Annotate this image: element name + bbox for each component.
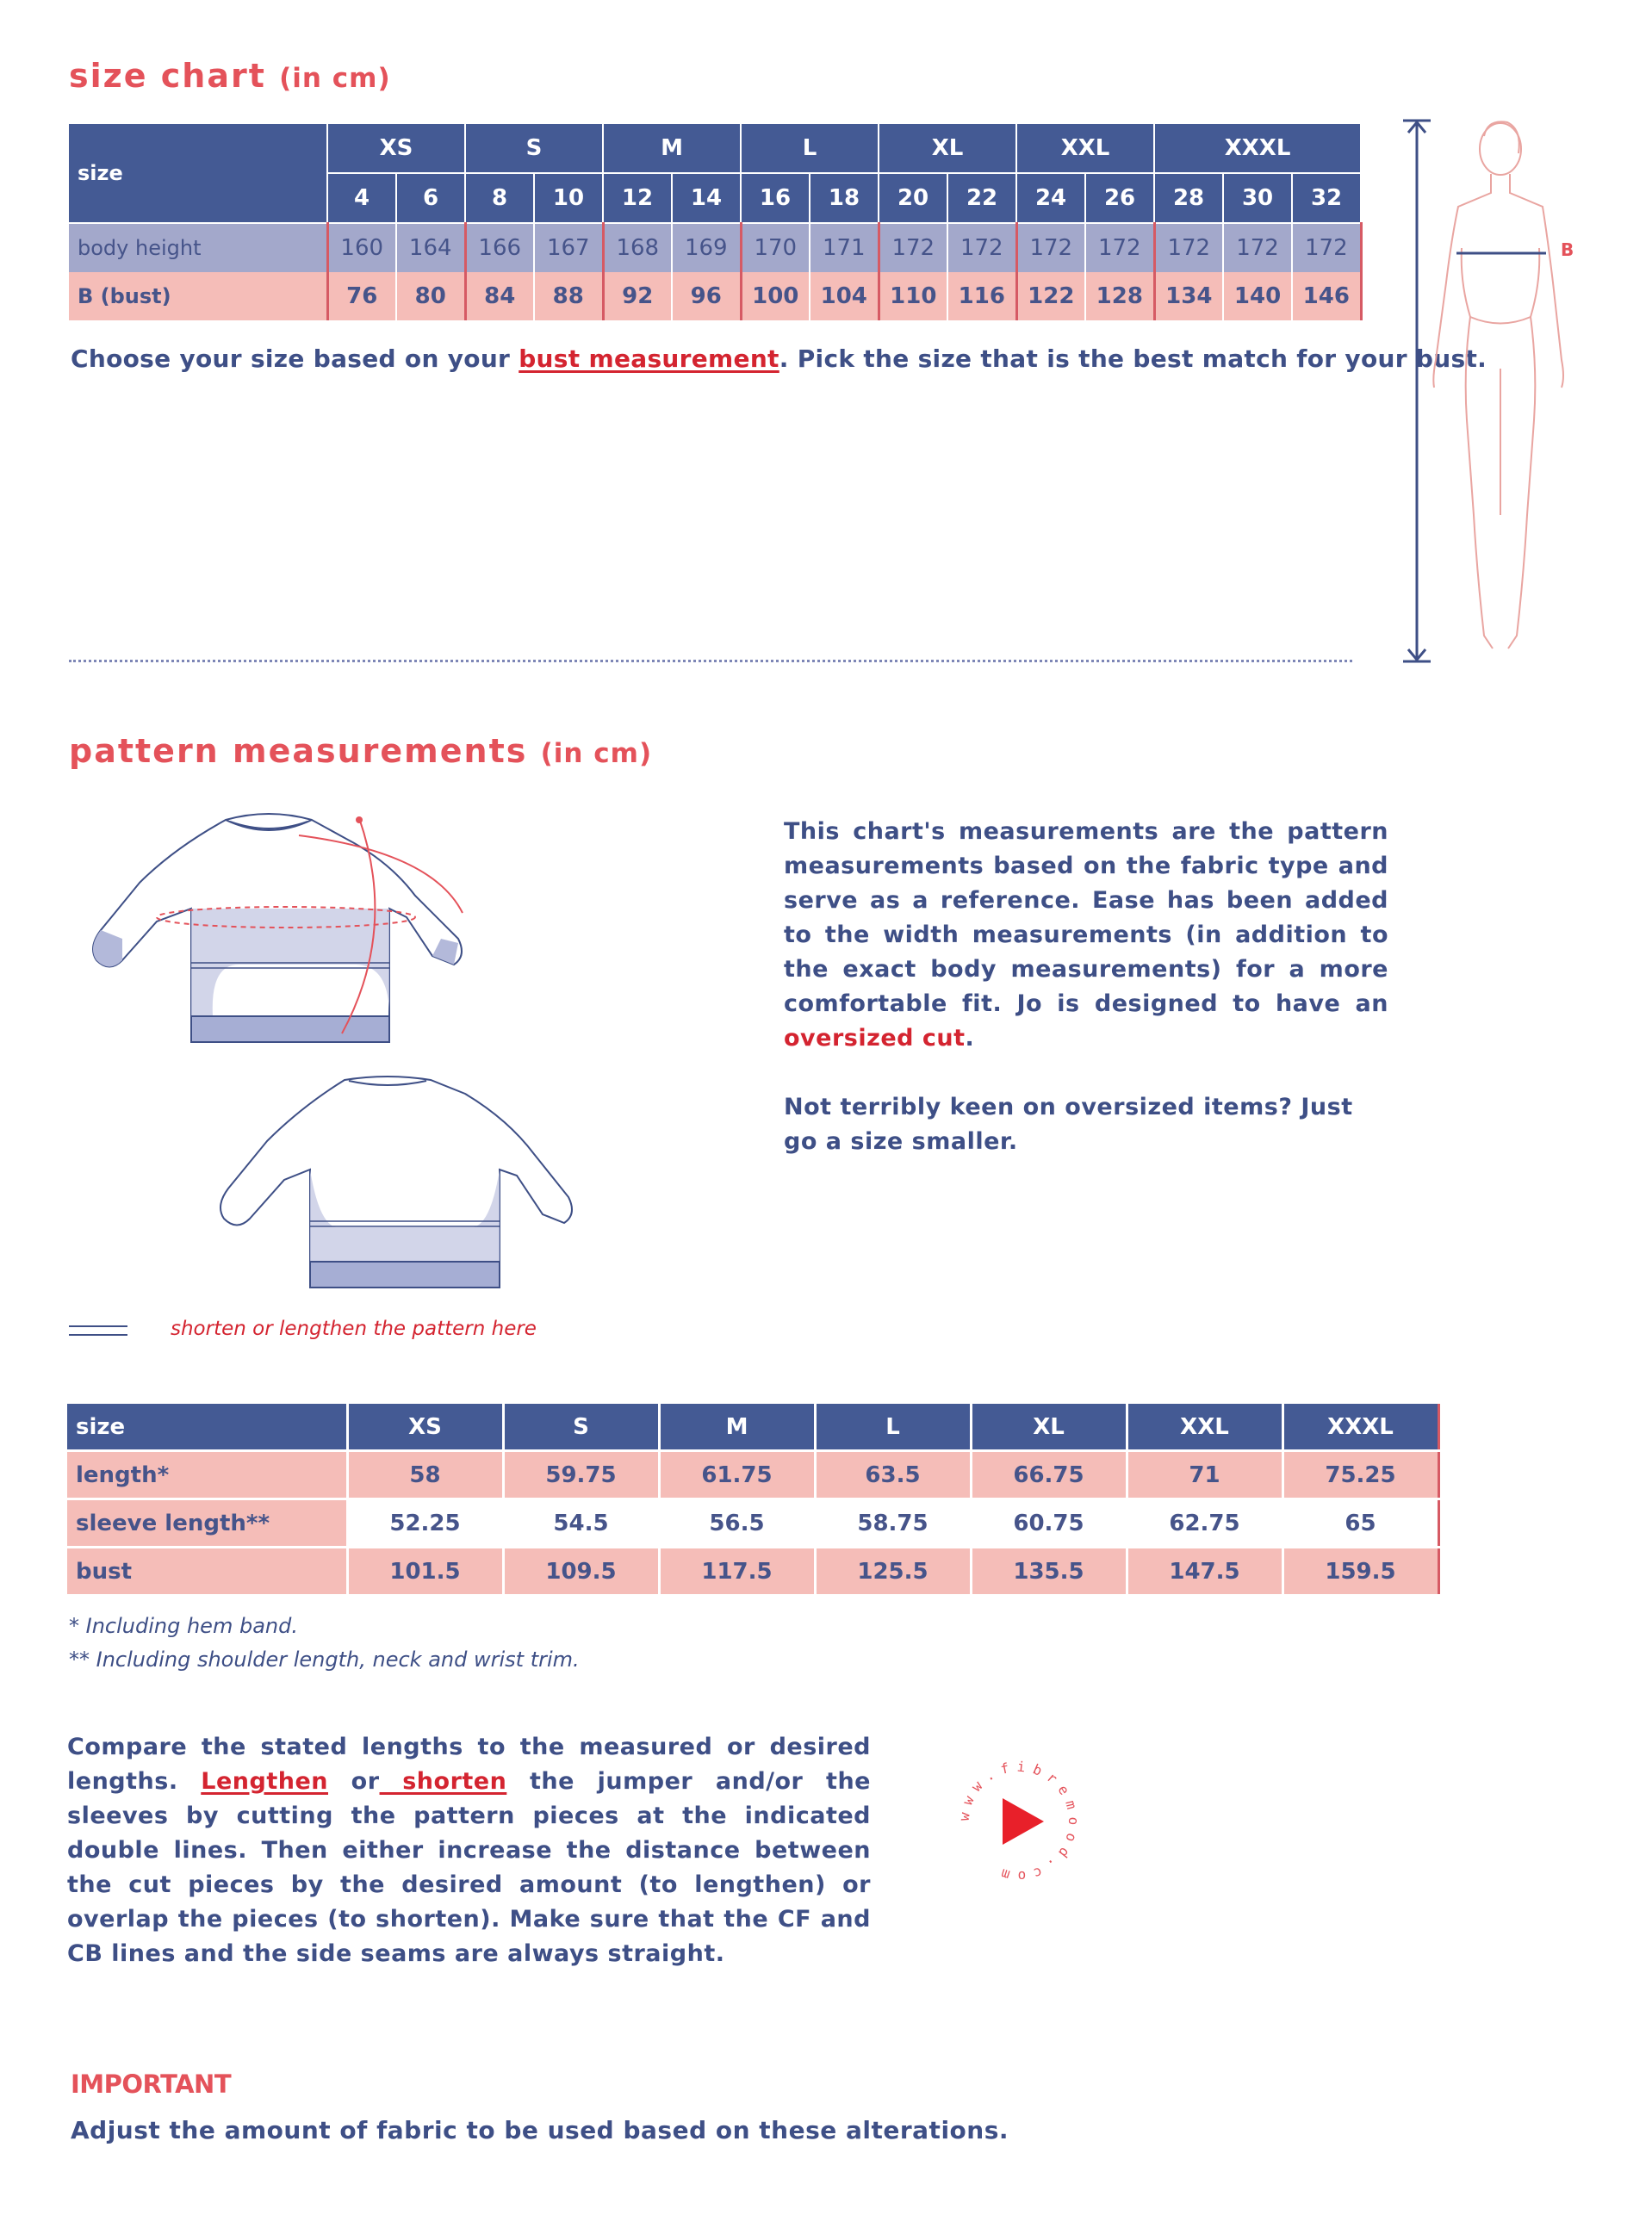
table-cell: 172	[1154, 223, 1223, 272]
table-cell: 60.75	[971, 1499, 1127, 1548]
size-number: 30	[1223, 173, 1292, 223]
table-cell: 80	[396, 272, 465, 320]
logo-url-text: www.fibremood.com	[955, 1758, 1083, 1885]
section-divider	[69, 660, 1352, 662]
size-group: XL	[879, 124, 1016, 173]
size-number: 4	[327, 173, 396, 223]
table-cell: 76	[327, 272, 396, 320]
table-cell: 140	[1223, 272, 1292, 320]
bust-row	[69, 272, 1361, 320]
size-chart-table	[69, 124, 1363, 320]
size-number: 8	[465, 173, 534, 223]
table-cell: 54.5	[503, 1499, 659, 1548]
size-number: 18	[810, 173, 879, 223]
lengthen-link[interactable]: Lengthen	[201, 1768, 328, 1795]
pattern-heading: pattern measurements (in cm)	[69, 732, 653, 770]
size-instruction: Choose your size based on your bust measurement. Pick the size that is the best match for your bust.	[71, 344, 1487, 373]
jumper-back-illustration	[181, 1068, 594, 1300]
table-cell: 62.75	[1127, 1499, 1282, 1548]
pattern-header-row	[67, 1404, 1438, 1451]
alteration-instructions: Compare the stated lengths to the measured or desired lengths. Lengthen or shorten the jumper and/or the sleeves by cutting the pattern pieces at the indicated double lines. Then either increase the distance between the cut pieces by the desired amount (to lengthen) or overlap the pieces (to shorten). Make sure that the CF and CB lines and the side seams are always straight.	[67, 1734, 871, 1967]
table-cell: 167	[534, 223, 603, 272]
size-number: 22	[947, 173, 1016, 223]
table-cell: 134	[1154, 272, 1223, 320]
important-text: Adjust the amount of fabric to be used based on these alterations.	[71, 2116, 1009, 2144]
important-title: IMPORTANT	[71, 2070, 232, 2099]
pattern-description: This chart's measurements are the pattern measurements based on the fabric type and serve as a reference. Ease has been added to the width measurements (in addition to the exact body measurements) for a more comfortable fit. Jo is designed to have an oversized cut.	[784, 818, 1388, 1052]
table-cell: 110	[879, 272, 947, 320]
pattern-measurements-table	[67, 1404, 1440, 1597]
table-cell: 125.5	[815, 1548, 971, 1596]
size-group: S	[465, 124, 603, 173]
table-cell: 122	[1016, 272, 1085, 320]
footnote-sleeve: ** Including shoulder length, neck and wrist trim.	[69, 1648, 580, 1672]
size-header: XXL	[1127, 1404, 1282, 1451]
table-cell: 171	[810, 223, 879, 272]
size-header: XL	[971, 1404, 1127, 1451]
size-group: M	[603, 124, 741, 173]
size-label: size	[69, 124, 327, 223]
table-cell: 71	[1127, 1451, 1282, 1499]
table-cell: 65	[1282, 1499, 1438, 1548]
table-row	[67, 1499, 1438, 1548]
shorten-link[interactable]: shorten	[379, 1768, 507, 1795]
size-number: 28	[1154, 173, 1223, 223]
size-header: XXXL	[1282, 1404, 1438, 1451]
size-header: L	[815, 1404, 971, 1451]
size-number: 6	[396, 173, 465, 223]
table-cell: 172	[947, 223, 1016, 272]
size-number: 26	[1085, 173, 1154, 223]
table-cell: 166	[465, 223, 534, 272]
size-group-row	[69, 124, 1361, 173]
table-cell: 169	[672, 223, 741, 272]
table-cell: 116	[947, 272, 1016, 320]
table-cell: 58.75	[815, 1499, 971, 1548]
double-line-legend-icon	[69, 1324, 127, 1337]
table-cell: 172	[1016, 223, 1085, 272]
size-group: XXL	[1016, 124, 1154, 173]
table-cell: 172	[1292, 223, 1361, 272]
bust-figure-label: B	[1561, 239, 1574, 260]
fibremood-play-logo[interactable]	[954, 1757, 1084, 1886]
size-label: size	[67, 1404, 347, 1451]
table-cell: 58	[347, 1451, 503, 1499]
table-cell: 147.5	[1127, 1548, 1282, 1596]
table-cell: 61.75	[659, 1451, 815, 1499]
bust-measurement-link[interactable]: bust measurement	[519, 344, 779, 373]
table-cell: 59.75	[503, 1451, 659, 1499]
table-cell: 63.5	[815, 1451, 971, 1499]
table-cell: 56.5	[659, 1499, 815, 1548]
table-cell: 52.25	[347, 1499, 503, 1548]
bust-label: B (bust)	[69, 272, 327, 320]
table-cell: 170	[741, 223, 810, 272]
size-number: 20	[879, 173, 947, 223]
table-cell: 101.5	[347, 1548, 503, 1596]
table-cell: 84	[465, 272, 534, 320]
table-cell: 172	[1085, 223, 1154, 272]
row-label: sleeve length**	[67, 1499, 347, 1548]
table-cell: 88	[534, 272, 603, 320]
jumper-front-illustration	[62, 801, 475, 1051]
table-cell: 172	[1223, 223, 1292, 272]
table-cell: 128	[1085, 272, 1154, 320]
body-height-row	[69, 223, 1361, 272]
footnote-hem-band: * Including hem band.	[69, 1614, 298, 1638]
table-cell: 135.5	[971, 1548, 1127, 1596]
size-header: S	[503, 1404, 659, 1451]
size-number: 14	[672, 173, 741, 223]
size-header: XS	[347, 1404, 503, 1451]
table-cell: 159.5	[1282, 1548, 1438, 1596]
size-group: XXXL	[1154, 124, 1361, 173]
table-cell: 146	[1292, 272, 1361, 320]
table-cell: 75.25	[1282, 1451, 1438, 1499]
table-cell: 66.75	[971, 1451, 1127, 1499]
legend-text: shorten or lengthen the pattern here	[171, 1318, 537, 1340]
table-cell: 100	[741, 272, 810, 320]
table-cell: 109.5	[503, 1548, 659, 1596]
size-number: 16	[741, 173, 810, 223]
size-smaller-note: Not terribly keen on oversized items? Just go a size smaller.	[784, 1094, 1353, 1155]
size-number: 12	[603, 173, 672, 223]
row-label: bust	[67, 1548, 347, 1596]
size-header: M	[659, 1404, 815, 1451]
size-group: L	[741, 124, 879, 173]
table-cell: 164	[396, 223, 465, 272]
body-figure-illustration	[1391, 110, 1589, 670]
size-number: 32	[1292, 173, 1361, 223]
table-cell: 104	[810, 272, 879, 320]
table-cell: 160	[327, 223, 396, 272]
table-row	[67, 1548, 1438, 1596]
size-group: XS	[327, 124, 465, 173]
table-cell: 96	[672, 272, 741, 320]
table-cell: 172	[879, 223, 947, 272]
size-chart-heading: size chart (in cm)	[69, 57, 391, 95]
table-cell: 117.5	[659, 1548, 815, 1596]
size-number: 10	[534, 173, 603, 223]
table-row	[67, 1451, 1438, 1499]
body-height-label: body height	[69, 223, 327, 272]
row-label: length*	[67, 1451, 347, 1499]
table-cell: 168	[603, 223, 672, 272]
play-icon	[1003, 1798, 1044, 1845]
size-number: 24	[1016, 173, 1085, 223]
table-cell: 92	[603, 272, 672, 320]
